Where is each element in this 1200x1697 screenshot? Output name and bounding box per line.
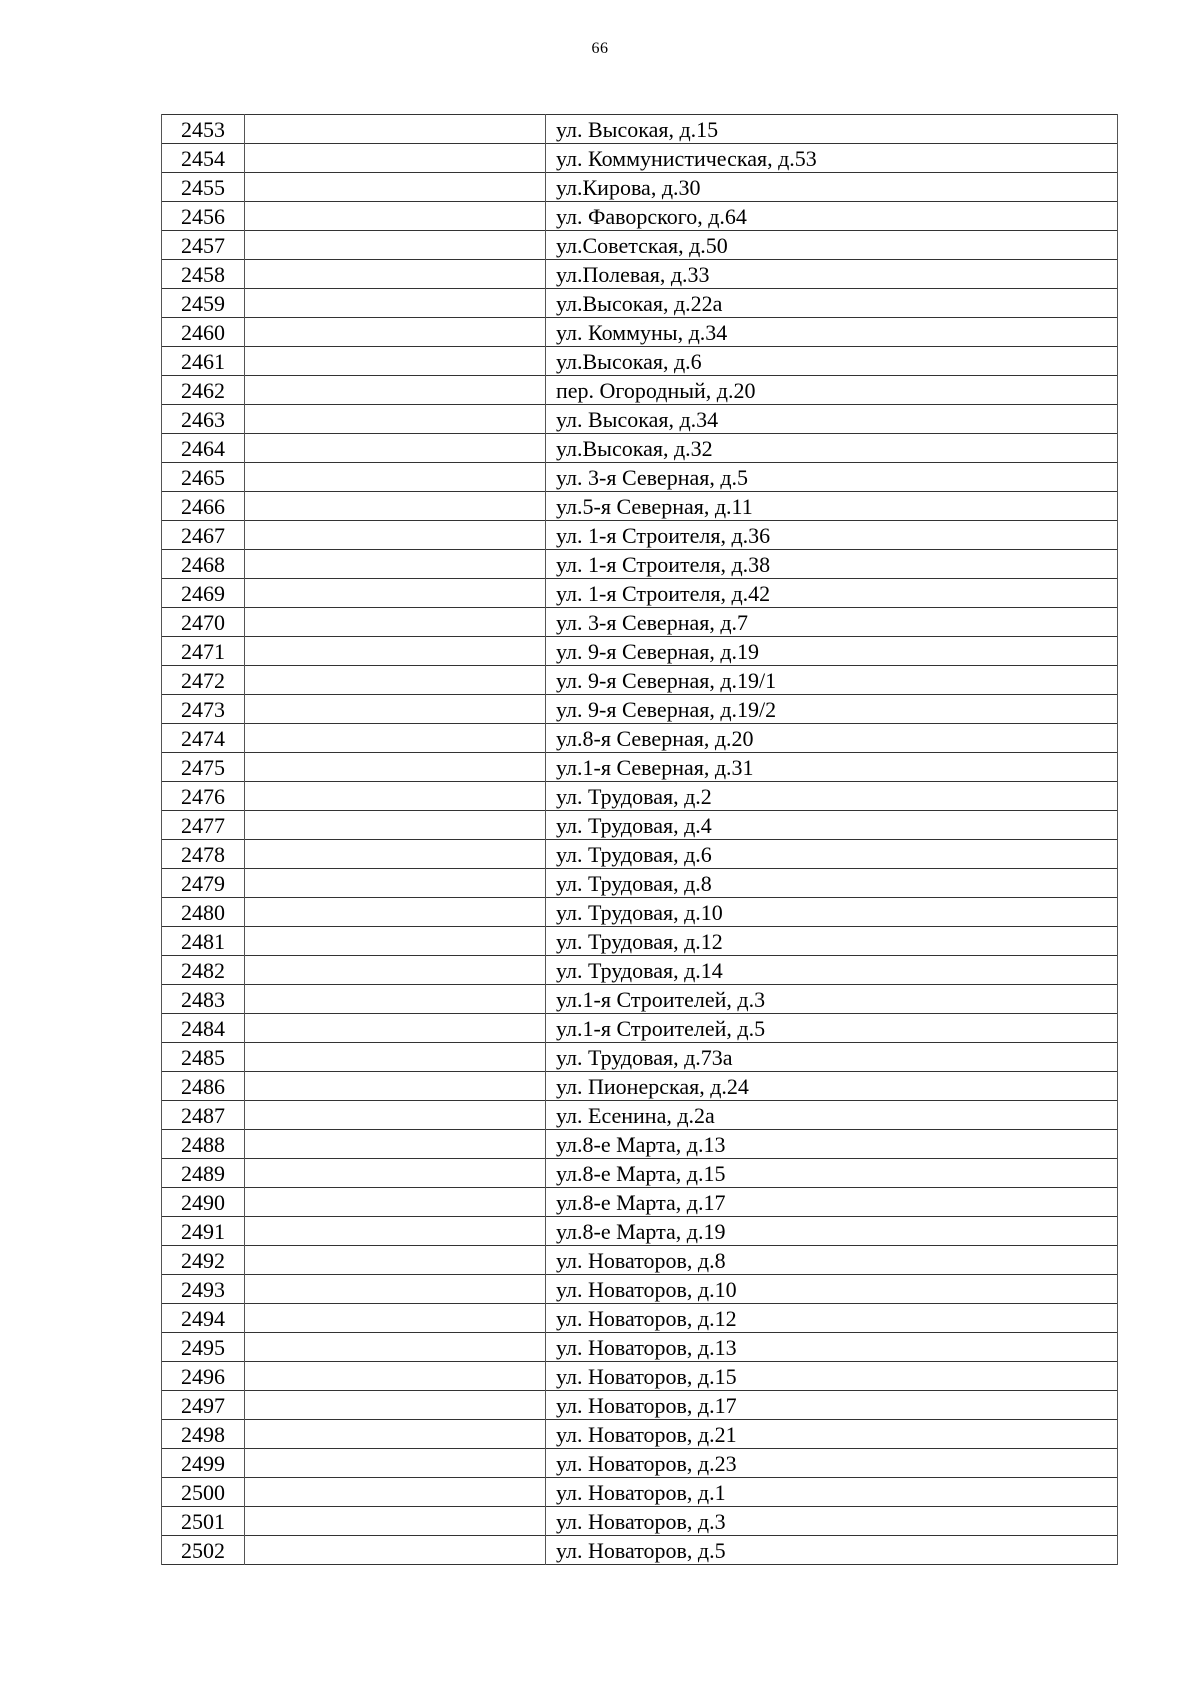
table-row bbox=[162, 1420, 1118, 1449]
row-number-cell: 2482 bbox=[162, 956, 245, 985]
table-row bbox=[162, 695, 1118, 724]
table-row bbox=[162, 1536, 1118, 1565]
table-row bbox=[162, 724, 1118, 753]
table-row bbox=[162, 1304, 1118, 1333]
row-number-cell: 2474 bbox=[162, 724, 245, 753]
address-cell: ул. Трудовая, д.6 bbox=[546, 840, 1118, 869]
table-row bbox=[162, 289, 1118, 318]
row-number-cell: 2476 bbox=[162, 782, 245, 811]
row-number-cell: 2465 bbox=[162, 463, 245, 492]
address-cell: ул. 9-я Северная, д.19/1 bbox=[546, 666, 1118, 695]
table-row bbox=[162, 521, 1118, 550]
table-row bbox=[162, 1391, 1118, 1420]
address-cell: ул.1-я Строителей, д.5 bbox=[546, 1014, 1118, 1043]
table-row bbox=[162, 434, 1118, 463]
empty-middle-cell bbox=[245, 1014, 546, 1043]
address-cell: ул. Новаторов, д.1 bbox=[546, 1478, 1118, 1507]
empty-middle-cell bbox=[245, 666, 546, 695]
table-row bbox=[162, 231, 1118, 260]
address-cell: ул.1-я Строителей, д.3 bbox=[546, 985, 1118, 1014]
address-cell: ул.1-я Северная, д.31 bbox=[546, 753, 1118, 782]
address-cell: ул. Трудовая, д.4 bbox=[546, 811, 1118, 840]
table-row bbox=[162, 1362, 1118, 1391]
row-number-cell: 2466 bbox=[162, 492, 245, 521]
address-cell: ул. Коммуны, д.34 bbox=[546, 318, 1118, 347]
row-number-cell: 2460 bbox=[162, 318, 245, 347]
empty-middle-cell bbox=[245, 521, 546, 550]
empty-middle-cell bbox=[245, 637, 546, 666]
table-row bbox=[162, 840, 1118, 869]
empty-middle-cell bbox=[245, 608, 546, 637]
empty-middle-cell bbox=[245, 1507, 546, 1536]
address-cell: ул. Трудовая, д.8 bbox=[546, 869, 1118, 898]
row-number-cell: 2494 bbox=[162, 1304, 245, 1333]
address-cell: ул.8-е Марта, д.17 bbox=[546, 1188, 1118, 1217]
table-row bbox=[162, 1014, 1118, 1043]
table-row bbox=[162, 1507, 1118, 1536]
table-row bbox=[162, 463, 1118, 492]
row-number-cell: 2489 bbox=[162, 1159, 245, 1188]
row-number-cell: 2490 bbox=[162, 1188, 245, 1217]
address-cell: ул. Трудовая, д.10 bbox=[546, 898, 1118, 927]
table-row bbox=[162, 1130, 1118, 1159]
address-cell: ул. 1-я Строителя, д.38 bbox=[546, 550, 1118, 579]
table-row bbox=[162, 666, 1118, 695]
table-row bbox=[162, 753, 1118, 782]
address-cell: ул. 3-я Северная, д.5 bbox=[546, 463, 1118, 492]
address-cell: ул. 9-я Северная, д.19/2 bbox=[546, 695, 1118, 724]
empty-middle-cell bbox=[245, 260, 546, 289]
address-cell: ул. 1-я Строителя, д.42 bbox=[546, 579, 1118, 608]
address-cell: ул.8-я Северная, д.20 bbox=[546, 724, 1118, 753]
row-number-cell: 2500 bbox=[162, 1478, 245, 1507]
empty-middle-cell bbox=[245, 376, 546, 405]
address-cell: ул. Трудовая, д.12 bbox=[546, 927, 1118, 956]
row-number-cell: 2483 bbox=[162, 985, 245, 1014]
empty-middle-cell bbox=[245, 1391, 546, 1420]
empty-middle-cell bbox=[245, 463, 546, 492]
address-table-body bbox=[162, 115, 1118, 1565]
table-row bbox=[162, 869, 1118, 898]
address-cell: ул. Трудовая, д.14 bbox=[546, 956, 1118, 985]
empty-middle-cell bbox=[245, 1188, 546, 1217]
table-row bbox=[162, 1449, 1118, 1478]
address-cell: пер. Огородный, д.20 bbox=[546, 376, 1118, 405]
page-number: 66 bbox=[591, 40, 609, 57]
address-cell: ул. 3-я Северная, д.7 bbox=[546, 608, 1118, 637]
empty-middle-cell bbox=[245, 1275, 546, 1304]
empty-middle-cell bbox=[245, 1043, 546, 1072]
empty-middle-cell bbox=[245, 579, 546, 608]
table-row bbox=[162, 1101, 1118, 1130]
address-cell: ул. Новаторов, д.8 bbox=[546, 1246, 1118, 1275]
empty-middle-cell bbox=[245, 1072, 546, 1101]
address-cell: ул. Новаторов, д.13 bbox=[546, 1333, 1118, 1362]
row-number-cell: 2499 bbox=[162, 1449, 245, 1478]
empty-middle-cell bbox=[245, 1333, 546, 1362]
table-row bbox=[162, 1478, 1118, 1507]
table-row bbox=[162, 202, 1118, 231]
empty-middle-cell bbox=[245, 1449, 546, 1478]
empty-middle-cell bbox=[245, 1420, 546, 1449]
row-number-cell: 2484 bbox=[162, 1014, 245, 1043]
table-row bbox=[162, 1159, 1118, 1188]
row-number-cell: 2491 bbox=[162, 1217, 245, 1246]
row-number-cell: 2471 bbox=[162, 637, 245, 666]
row-number-cell: 2468 bbox=[162, 550, 245, 579]
table-row bbox=[162, 492, 1118, 521]
empty-middle-cell bbox=[245, 550, 546, 579]
row-number-cell: 2464 bbox=[162, 434, 245, 463]
row-number-cell: 2456 bbox=[162, 202, 245, 231]
address-cell: ул. 1-я Строителя, д.36 bbox=[546, 521, 1118, 550]
address-cell: ул. 9-я Северная, д.19 bbox=[546, 637, 1118, 666]
empty-middle-cell bbox=[245, 927, 546, 956]
table-row bbox=[162, 1043, 1118, 1072]
row-number-cell: 2486 bbox=[162, 1072, 245, 1101]
address-cell: ул.8-е Марта, д.19 bbox=[546, 1217, 1118, 1246]
table-row bbox=[162, 260, 1118, 289]
empty-middle-cell bbox=[245, 173, 546, 202]
empty-middle-cell bbox=[245, 1362, 546, 1391]
row-number-cell: 2472 bbox=[162, 666, 245, 695]
empty-middle-cell bbox=[245, 1304, 546, 1333]
row-number-cell: 2457 bbox=[162, 231, 245, 260]
address-cell: ул.8-е Марта, д.15 bbox=[546, 1159, 1118, 1188]
row-number-cell: 2467 bbox=[162, 521, 245, 550]
row-number-cell: 2477 bbox=[162, 811, 245, 840]
address-cell: ул. Коммунистическая, д.53 bbox=[546, 144, 1118, 173]
empty-middle-cell bbox=[245, 115, 546, 144]
address-cell: ул. Трудовая, д.2 bbox=[546, 782, 1118, 811]
table-row bbox=[162, 347, 1118, 376]
row-number-cell: 2469 bbox=[162, 579, 245, 608]
row-number-cell: 2479 bbox=[162, 869, 245, 898]
row-number-cell: 2453 bbox=[162, 115, 245, 144]
empty-middle-cell bbox=[245, 1478, 546, 1507]
table-row bbox=[162, 1333, 1118, 1362]
address-cell: ул.Советская, д.50 bbox=[546, 231, 1118, 260]
row-number-cell: 2492 bbox=[162, 1246, 245, 1275]
table-row bbox=[162, 985, 1118, 1014]
row-number-cell: 2481 bbox=[162, 927, 245, 956]
table-row bbox=[162, 637, 1118, 666]
table-row bbox=[162, 405, 1118, 434]
table-row bbox=[162, 1188, 1118, 1217]
empty-middle-cell bbox=[245, 695, 546, 724]
table-row bbox=[162, 1275, 1118, 1304]
address-cell: ул. Новаторов, д.23 bbox=[546, 1449, 1118, 1478]
row-number-cell: 2455 bbox=[162, 173, 245, 202]
empty-middle-cell bbox=[245, 1246, 546, 1275]
address-cell: ул.Полевая, д.33 bbox=[546, 260, 1118, 289]
empty-middle-cell bbox=[245, 492, 546, 521]
table-row bbox=[162, 1246, 1118, 1275]
row-number-cell: 2480 bbox=[162, 898, 245, 927]
row-number-cell: 2502 bbox=[162, 1536, 245, 1565]
address-cell: ул. Высокая, д.34 bbox=[546, 405, 1118, 434]
address-cell: ул. Фаворского, д.64 bbox=[546, 202, 1118, 231]
empty-middle-cell bbox=[245, 782, 546, 811]
address-cell: ул. Высокая, д.15 bbox=[546, 115, 1118, 144]
empty-middle-cell bbox=[245, 1217, 546, 1246]
empty-middle-cell bbox=[245, 840, 546, 869]
address-cell: ул. Новаторов, д.21 bbox=[546, 1420, 1118, 1449]
table-row bbox=[162, 782, 1118, 811]
table-row bbox=[162, 173, 1118, 202]
empty-middle-cell bbox=[245, 724, 546, 753]
row-number-cell: 2475 bbox=[162, 753, 245, 782]
address-cell: ул. Новаторов, д.10 bbox=[546, 1275, 1118, 1304]
row-number-cell: 2454 bbox=[162, 144, 245, 173]
empty-middle-cell bbox=[245, 347, 546, 376]
empty-middle-cell bbox=[245, 956, 546, 985]
table-row bbox=[162, 1072, 1118, 1101]
address-cell: ул.5-я Северная, д.11 bbox=[546, 492, 1118, 521]
row-number-cell: 2488 bbox=[162, 1130, 245, 1159]
address-cell: ул. Новаторов, д.17 bbox=[546, 1391, 1118, 1420]
empty-middle-cell bbox=[245, 289, 546, 318]
address-cell: ул. Новаторов, д.12 bbox=[546, 1304, 1118, 1333]
empty-middle-cell bbox=[245, 811, 546, 840]
address-cell: ул. Новаторов, д.5 bbox=[546, 1536, 1118, 1565]
table-row bbox=[162, 144, 1118, 173]
row-number-cell: 2459 bbox=[162, 289, 245, 318]
address-cell: ул. Новаторов, д.3 bbox=[546, 1507, 1118, 1536]
table-row bbox=[162, 956, 1118, 985]
empty-middle-cell bbox=[245, 144, 546, 173]
row-number-cell: 2478 bbox=[162, 840, 245, 869]
table-row bbox=[162, 608, 1118, 637]
row-number-cell: 2470 bbox=[162, 608, 245, 637]
address-cell: ул.Высокая, д.22а bbox=[546, 289, 1118, 318]
row-number-cell: 2497 bbox=[162, 1391, 245, 1420]
empty-middle-cell bbox=[245, 405, 546, 434]
empty-middle-cell bbox=[245, 869, 546, 898]
table-row bbox=[162, 376, 1118, 405]
address-cell: ул.8-е Марта, д.13 bbox=[546, 1130, 1118, 1159]
row-number-cell: 2458 bbox=[162, 260, 245, 289]
row-number-cell: 2498 bbox=[162, 1420, 245, 1449]
empty-middle-cell bbox=[245, 1536, 546, 1565]
row-number-cell: 2495 bbox=[162, 1333, 245, 1362]
empty-middle-cell bbox=[245, 202, 546, 231]
table-row bbox=[162, 115, 1118, 144]
address-cell: ул. Пионерская, д.24 bbox=[546, 1072, 1118, 1101]
table-row bbox=[162, 898, 1118, 927]
address-cell: ул.Высокая, д.6 bbox=[546, 347, 1118, 376]
row-number-cell: 2462 bbox=[162, 376, 245, 405]
empty-middle-cell bbox=[245, 231, 546, 260]
table-row bbox=[162, 579, 1118, 608]
empty-middle-cell bbox=[245, 753, 546, 782]
empty-middle-cell bbox=[245, 898, 546, 927]
address-cell: ул.Кирова, д.30 bbox=[546, 173, 1118, 202]
empty-middle-cell bbox=[245, 1101, 546, 1130]
table-row bbox=[162, 1217, 1118, 1246]
empty-middle-cell bbox=[245, 985, 546, 1014]
row-number-cell: 2496 bbox=[162, 1362, 245, 1391]
row-number-cell: 2493 bbox=[162, 1275, 245, 1304]
address-cell: ул.Высокая, д.32 bbox=[546, 434, 1118, 463]
empty-middle-cell bbox=[245, 1159, 546, 1188]
address-cell: ул. Есенина, д.2а bbox=[546, 1101, 1118, 1130]
address-cell: ул. Трудовая, д.73а bbox=[546, 1043, 1118, 1072]
row-number-cell: 2473 bbox=[162, 695, 245, 724]
table-row bbox=[162, 811, 1118, 840]
row-number-cell: 2501 bbox=[162, 1507, 245, 1536]
empty-middle-cell bbox=[245, 1130, 546, 1159]
address-cell: ул. Новаторов, д.15 bbox=[546, 1362, 1118, 1391]
address-table bbox=[161, 114, 1118, 1565]
row-number-cell: 2485 bbox=[162, 1043, 245, 1072]
table-row bbox=[162, 927, 1118, 956]
table-row bbox=[162, 550, 1118, 579]
empty-middle-cell bbox=[245, 318, 546, 347]
row-number-cell: 2487 bbox=[162, 1101, 245, 1130]
row-number-cell: 2463 bbox=[162, 405, 245, 434]
table-row bbox=[162, 318, 1118, 347]
empty-middle-cell bbox=[245, 434, 546, 463]
row-number-cell: 2461 bbox=[162, 347, 245, 376]
